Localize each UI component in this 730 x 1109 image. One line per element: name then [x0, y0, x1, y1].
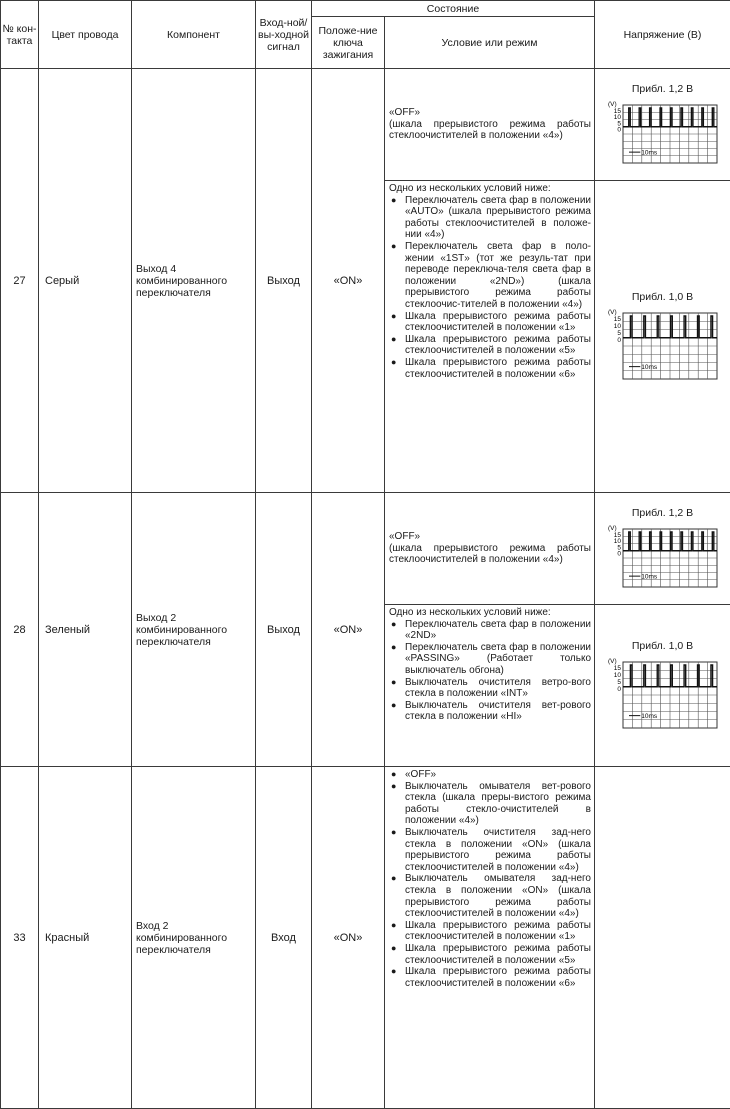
- scope-waveform-trace: [623, 316, 717, 338]
- component-name: Вход 2 комбинированного переключателя: [132, 767, 256, 1109]
- ignition-position: «ON»: [312, 493, 385, 767]
- signal-type: Выход: [256, 493, 312, 767]
- scope-tick-label: 15: [613, 315, 621, 323]
- voltage-value: Прибл. 1,2 В: [631, 82, 694, 95]
- condition-item: ● Переключатель света фар в поло-жении «1ST» (тот же резуль-тат при переводе переключа-теля света фар в положении «2ND») (шкала прерывистого режима работы стеклоочис-тителей в положении «4»): [389, 241, 591, 311]
- condition-item: ● Шкала прерывистого режима работы стеклоочистителей в положении «1»: [389, 311, 591, 334]
- condition-item: ● Переключатель света фар в положении «PASSING» (Работает только выключатель обгона): [389, 642, 591, 677]
- voltage-value: Прибл. 1,2 В: [631, 506, 694, 519]
- scope-waveform-trace: [623, 665, 717, 687]
- scope-tick-label: 15: [613, 664, 621, 672]
- header-condition: Условие или режим: [385, 17, 595, 69]
- pin-number: 27: [1, 69, 39, 493]
- scope-tick-label: 0: [616, 685, 621, 693]
- voltage-cell: [595, 767, 730, 1109]
- scope-tick-label: 5: [616, 678, 621, 686]
- condition-item: ● Переключатель света фар в положении «AUTO» (шкала прерывистого режима работы стеклоочистителей в положе-нии «4»): [389, 195, 591, 241]
- scope-tick-label: 15: [613, 107, 621, 115]
- condition-text: «OFF» (шкала прерывистого режима работы стеклоочистителей в положении «4»): [385, 493, 595, 605]
- condition-item: ● Выключатель омывателя вет-рового стекла (шкала преры-вистого режима работы стекло-очистителей в положении «4»): [389, 781, 591, 827]
- condition-item: ● Выключатель очистителя зад-него стекла в положении «ON» (шкала прерывистого режима работы стеклоочистителей в положении «4»): [389, 827, 591, 873]
- condition-item: ● Шкала прерывистого режима работы стеклоочистителей в положении «1»: [389, 920, 591, 943]
- timebase-label: 10ms: [640, 149, 657, 157]
- condition-list: [389, 195, 591, 381]
- scope-tick-label: 10: [613, 537, 621, 545]
- pin-number: 28: [1, 493, 39, 767]
- oscilloscope-waveform: [607, 97, 719, 167]
- voltage-cell: [595, 181, 730, 493]
- oscilloscope-waveform: [607, 305, 719, 383]
- header-state: Состояние: [312, 1, 595, 17]
- header-key: Положе-ние ключа зажигания: [312, 17, 385, 69]
- wire-color: Красный: [39, 767, 132, 1109]
- scope-tick-label: 0: [616, 125, 621, 133]
- condition-item: ● Шкала прерывистого режима работы стеклоочистителей в положении «5»: [389, 943, 591, 966]
- scope-tick-label: 5: [616, 329, 621, 337]
- scope-unit-label: (V): [607, 308, 617, 316]
- condition-item: ● «OFF»: [389, 769, 591, 781]
- voltage-cell: [595, 493, 730, 605]
- condition-list: [389, 769, 591, 989]
- condition-item: ● Выключатель очистителя вет-рового стекла в положении «HI»: [389, 700, 591, 723]
- scope-waveform-trace: [623, 108, 717, 127]
- scope-unit-label: (V): [607, 657, 617, 665]
- condition-cell: [385, 605, 595, 767]
- scope-tick-label: 5: [616, 543, 621, 551]
- component-name: Выход 4 комбинированного переключателя: [132, 69, 256, 493]
- ignition-position: «ON»: [312, 69, 385, 493]
- voltage-cell: [595, 69, 730, 181]
- condition-item: ● Шкала прерывистого режима работы стеклоочистителей в положении «5»: [389, 334, 591, 357]
- condition-item: ● Шкала прерывистого режима работы стеклоочистителей в положении «6»: [389, 357, 591, 380]
- scope-unit-label: (V): [607, 100, 617, 108]
- condition-cell: [385, 181, 595, 493]
- signal-type: Выход: [256, 69, 312, 493]
- scope-waveform-trace: [623, 532, 717, 551]
- oscilloscope-waveform: [607, 521, 719, 591]
- condition-item: ● Выключатель очистителя ветро-вого стекла в положении «INT»: [389, 677, 591, 700]
- voltage-value: Прибл. 1,0 В: [631, 290, 694, 303]
- voltage-cell: [595, 605, 730, 767]
- header-num: № кон-такта: [1, 1, 39, 69]
- condition-item: ● Шкала прерывистого режима работы стеклоочистителей в положении «6»: [389, 966, 591, 989]
- wire-color: Серый: [39, 69, 132, 493]
- scope-tick-label: 15: [613, 531, 621, 539]
- scope-tick-label: 10: [613, 113, 621, 121]
- scope-unit-label: (V): [607, 524, 617, 532]
- ignition-position: «ON»: [312, 767, 385, 1109]
- wire-color: Зеленый: [39, 493, 132, 767]
- pin-number: 33: [1, 767, 39, 1109]
- condition-intro: Одно из нескольких условий ниже:: [389, 607, 551, 618]
- scope-tick-label: 0: [616, 336, 621, 344]
- scope-tick-label: 0: [616, 549, 621, 557]
- condition-intro: Одно из нескольких условий ниже:: [389, 183, 551, 194]
- signal-type: Вход: [256, 767, 312, 1109]
- timebase-label: 10ms: [640, 363, 657, 371]
- voltage-value: Прибл. 1,0 В: [631, 639, 694, 652]
- oscilloscope-waveform: [607, 654, 719, 732]
- scope-tick-label: 10: [613, 322, 621, 330]
- timebase-label: 10ms: [640, 573, 657, 581]
- timebase-label: 10ms: [640, 712, 657, 720]
- condition-text: «OFF» (шкала прерывистого режима работы стеклоочистителей в положении «4»): [385, 69, 595, 181]
- header-component: Компонент: [132, 1, 256, 69]
- header-signal: Вход-ной/вы-ходной сигнал: [256, 1, 312, 69]
- scope-tick-label: 5: [616, 119, 621, 127]
- condition-cell: [385, 767, 595, 1109]
- condition-item: ● Выключатель омывателя зад-него стекла в положении «ON» (шкала прерывистого режима работы стеклоочистителей в положении «4»): [389, 873, 591, 919]
- header-voltage: Напряжение (В): [595, 1, 730, 69]
- scope-tick-label: 10: [613, 671, 621, 679]
- component-name: Выход 2 комбинированного переключателя: [132, 493, 256, 767]
- condition-list: [389, 619, 591, 723]
- condition-item: ● Переключатель света фар в положении «2ND»: [389, 619, 591, 642]
- header-color: Цвет провода: [39, 1, 132, 69]
